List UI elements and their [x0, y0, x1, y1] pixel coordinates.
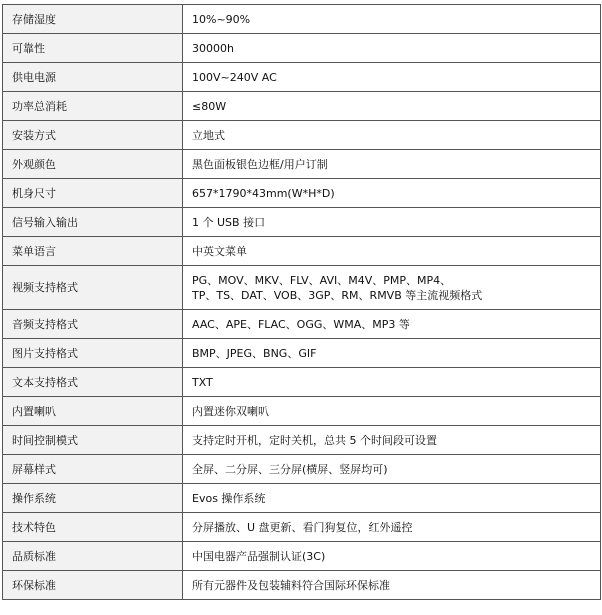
- spec-value: 10%~90%: [183, 5, 601, 34]
- spec-value: 1 个 USB 接口: [183, 208, 601, 237]
- spec-value: [183, 266, 601, 310]
- table-row: [3, 455, 601, 484]
- table-row: [3, 571, 601, 600]
- spec-label: 供电电源: [3, 63, 183, 92]
- spec-label: 信号输入输出: [3, 208, 183, 237]
- table-row: [3, 34, 601, 63]
- spec-label: 时间控制模式: [3, 426, 183, 455]
- spec-label: 图片支持格式: [3, 339, 183, 368]
- spec-value: AAC、APE、FLAC、OGG、WMA、MP3 等: [183, 310, 601, 339]
- spec-value-line: TP、TS、DAT、VOB、3GP、RM、RMVB 等主流视频格式: [192, 288, 483, 302]
- table-row: [3, 542, 601, 571]
- table-row: [3, 310, 601, 339]
- spec-value: TXT: [183, 368, 601, 397]
- spec-label: 机身尺寸: [3, 179, 183, 208]
- spec-value: 全屏、二分屏、三分屏(横屏、竖屏均可): [183, 455, 601, 484]
- table-row: [3, 237, 601, 266]
- spec-value: 分屏播放、U 盘更新、看门狗复位，红外遥控: [183, 513, 601, 542]
- spec-value: 中国电器产品强制认证(3C): [183, 542, 601, 571]
- spec-value: 支持定时开机，定时关机，总共 5 个时间段可设置: [183, 426, 601, 455]
- spec-value: 30000h: [183, 34, 601, 63]
- table-row: [3, 63, 601, 92]
- spec-value: 100V~240V AC: [183, 63, 601, 92]
- table-row: [3, 179, 601, 208]
- spec-value: Evos 操作系统: [183, 484, 601, 513]
- spec-value: 黑色面板银色边框/用户订制: [183, 150, 601, 179]
- spec-label: 内置喇叭: [3, 397, 183, 426]
- spec-label: 音频支持格式: [3, 310, 183, 339]
- table-row: [3, 426, 601, 455]
- spec-label: 技术特色: [3, 513, 183, 542]
- table-row: [3, 513, 601, 542]
- table-row: [3, 5, 601, 34]
- spec-value: BMP、JPEG、BNG、GIF: [183, 339, 601, 368]
- table-row: [3, 397, 601, 426]
- spec-value: 中英文菜单: [183, 237, 601, 266]
- spec-label: 菜单语言: [3, 237, 183, 266]
- spec-value: 内置迷你双喇叭: [183, 397, 601, 426]
- table-row: [3, 121, 601, 150]
- table-row: [3, 484, 601, 513]
- spec-value: 657*1790*43mm(W*H*D): [183, 179, 601, 208]
- spec-label: 环保标准: [3, 571, 183, 600]
- table-row: [3, 368, 601, 397]
- spec-label: 可靠性: [3, 34, 183, 63]
- spec-label: 视频支持格式: [3, 266, 183, 310]
- spec-label: 品质标准: [3, 542, 183, 571]
- spec-label: 文本支持格式: [3, 368, 183, 397]
- table-row: [3, 92, 601, 121]
- table-row: [3, 266, 601, 310]
- spec-label: 功率总消耗: [3, 92, 183, 121]
- spec-value: 所有元器件及包装辅料符合国际环保标准: [183, 571, 601, 600]
- spec-label: 外观颜色: [3, 150, 183, 179]
- spec-value: ≤80W: [183, 92, 601, 121]
- table-row: [3, 150, 601, 179]
- spec-label: 屏幕样式: [3, 455, 183, 484]
- spec-label: 操作系统: [3, 484, 183, 513]
- table-row: [3, 339, 601, 368]
- spec-table: [2, 4, 601, 600]
- spec-label: 安装方式: [3, 121, 183, 150]
- table-row: [3, 208, 601, 237]
- spec-label: 存储湿度: [3, 5, 183, 34]
- spec-value: 立地式: [183, 121, 601, 150]
- spec-value-line: PG、MOV、MKV、FLV、AVI、M4V、PMP、MP4、: [192, 273, 452, 287]
